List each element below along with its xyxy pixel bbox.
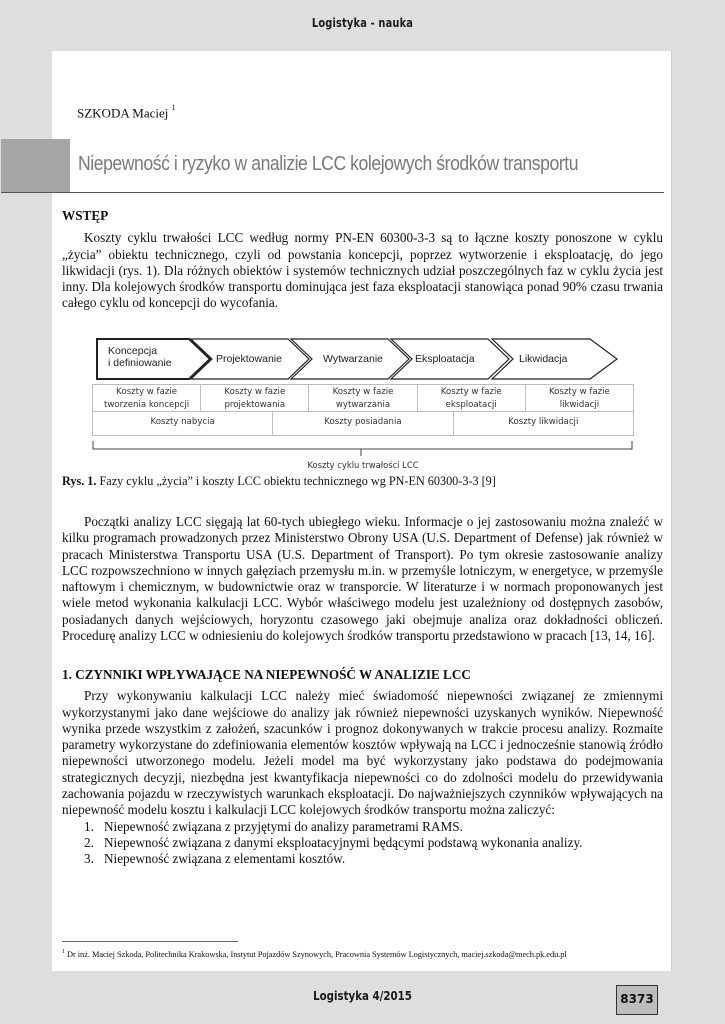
- phase-manufacturing: Wytwarzanie: [323, 353, 384, 365]
- running-head: Logistyka - nauka: [311, 16, 414, 30]
- title-divider: [1, 192, 664, 193]
- article-title: Niepewność i ryzyko w analizie LCC kolejowych środków transportu: [78, 153, 579, 175]
- footnote-mark: 1: [62, 949, 65, 955]
- uncertainty-factors-list: [62, 819, 663, 868]
- intro-paragraph-2-block: [62, 514, 663, 644]
- lcc-phases-diagram: [92, 336, 634, 476]
- author-footnote-mark[interactable]: 1: [171, 103, 176, 112]
- author-name: [77, 105, 176, 121]
- cost-cell-operation: Koszty w fazie eksploatacji: [418, 385, 526, 411]
- section-1-paragraph: Przy wykonywaniu kalkulacji LCC należy mieć świadomość niepewności związanej ze zmiennymi wykorzystanymi jako dane wejściowe do analizy jak również niepewności uzyskanych wyników. Niepewność wynika przede wszystkim z założeń, szacunków i prognoz dokonywanych w trakcie procesu analizy. Rozmaite parametry wykorzystane do zdefiniowania elementów kosztów wpływają na LCC i jednocześnie stanowią źródło niepewności utworzonego modelu. Jeżeli model ma być wykorzystany jako podstawa do podejmowania strategicznych decyzji, niezbędna jest kwantyfikacja niepewności co do zdolności modelu do przewidywania zachowania pojazdu w rzeczywistych warunkach eksploatacji. Do najważniejszych czynników wpływających na niepewność modelu kosztu i kalkulacji LCC kolejowych środków transportu można zaliczyć:: [62, 688, 663, 818]
- cost-disposal: Koszty likwidacji: [508, 417, 579, 427]
- phase-operation: Eksploatacja: [415, 353, 475, 365]
- footnote: [62, 949, 567, 959]
- cost-ownership: Koszty posiadania: [273, 411, 453, 435]
- footnote-divider: [62, 941, 238, 942]
- list-item: 1. Niepewność związana z przyjętymi do analizy parametrami RAMS.: [84, 818, 463, 834]
- list-item: 3. Niepewność związana z elementami kosztów.: [84, 851, 346, 867]
- phase-disposal: Likwidacja: [519, 353, 568, 365]
- cost-cell-design: Koszty w fazie projektowania: [201, 385, 309, 411]
- section-1: [62, 667, 663, 868]
- cost-acquisition: Koszty nabycia: [93, 411, 273, 435]
- cost-cell-manufacturing: Koszty w fazie wytwarzania: [309, 385, 417, 411]
- page-number-badge: 8373: [616, 985, 658, 1015]
- intro-paragraph-2: Początki analizy LCC sięgają lat 60-tych ubiegłego wieku. Informacje o jej zastosowaniu można znaleźć w kilku programach prowadzonych przez Ministerstwo Obrony USA (U.S. Department of Defense) jak również w pracach Ministerstwa Transportu USA (U.S. Department of Transport). Po tym okresie zastosowanie analizy LCC rozpowszechniono w innych gałęziach przemysłu m.in. w przemyśle lotniczym, w energetyce, w przemyśle naftowym i chemicznym, w budownictwie oraz w transporcie. W literaturze i w normach proponowanych jest wiele metod wykonania kalkulacji LCC. Wybór właściwego modelu jest uzależniony od dostępnych zasobów, posiadanych danych wejściowych, horyzontu czasowego jaki obejmuje analiza oraz dokładności obliczeń. Procedurę analizy LCC w odniesieniu do kolejowych środków transportu przedstawiono w pracach [13, 14, 16].: [62, 514, 663, 644]
- total-cost-brace: [92, 440, 634, 460]
- phase-design: Projektowanie: [216, 353, 282, 365]
- title-accent-square: [1, 139, 70, 193]
- cost-cell-concept: Koszty w fazie tworzenia koncepcji: [93, 385, 201, 411]
- phase-costs-row: [92, 384, 634, 412]
- list-item: 2. Niepewność związana z danymi eksploatacyjnymi będącymi podstawą wykonania analizy.: [84, 834, 583, 850]
- cost-cell-disposal: Koszty w fazie likwidacji: [548, 387, 610, 410]
- author-text: SZKODA Maciej: [77, 105, 169, 121]
- total-cost-label: Koszty cyklu trwałości LCC: [307, 460, 419, 470]
- section-heading-1: 1. CZYNNIKI WPŁYWAJĄCE NA NIEPEWNOŚĆ W ANALIZIE LCC: [62, 667, 471, 682]
- footer-journal: Logistyka 4/2015: [313, 988, 412, 1003]
- figure-caption-label: Rys. 1.: [62, 474, 97, 488]
- footnote-text: Dr inż. Maciej Szkoda, Politechnika Krakowska, Instytut Pojazdów Szynowych, Pracownia Systemów Logistycznych, maciej.szkoda@mech.pk.edu.pl: [67, 949, 567, 959]
- section-heading-intro: WSTĘP: [62, 208, 109, 223]
- figure-caption-text: Fazy cyklu „życia” i koszty LCC obiektu technicznego wg PN-EN 60300-3-3 [9]: [99, 474, 496, 488]
- intro-section: [62, 208, 663, 312]
- intro-paragraph-1: Koszty cyklu trwałości LCC według normy PN-EN 60300-3-3 są to łączne koszty ponoszone w cyklu „życia” obiektu technicznego, czyli od powstania koncepcji, poprzez wytworzenie i eksploatację, do jego likwidacji (rys. 1). Dla różnych obiektów i systemów technicznych udział poszczególnych faz w cyklu życia jest inny. Dla kolejowych środków transportu dominująca jest faza eksploatacji stanowiąca ponad 90% czasu trwania całego cyklu od koncepcji do wycofania.: [62, 230, 663, 311]
- phase-concept: Koncepcja i definiowanie: [108, 345, 172, 369]
- grouped-costs-row: [92, 411, 634, 436]
- figure-caption: [62, 474, 496, 489]
